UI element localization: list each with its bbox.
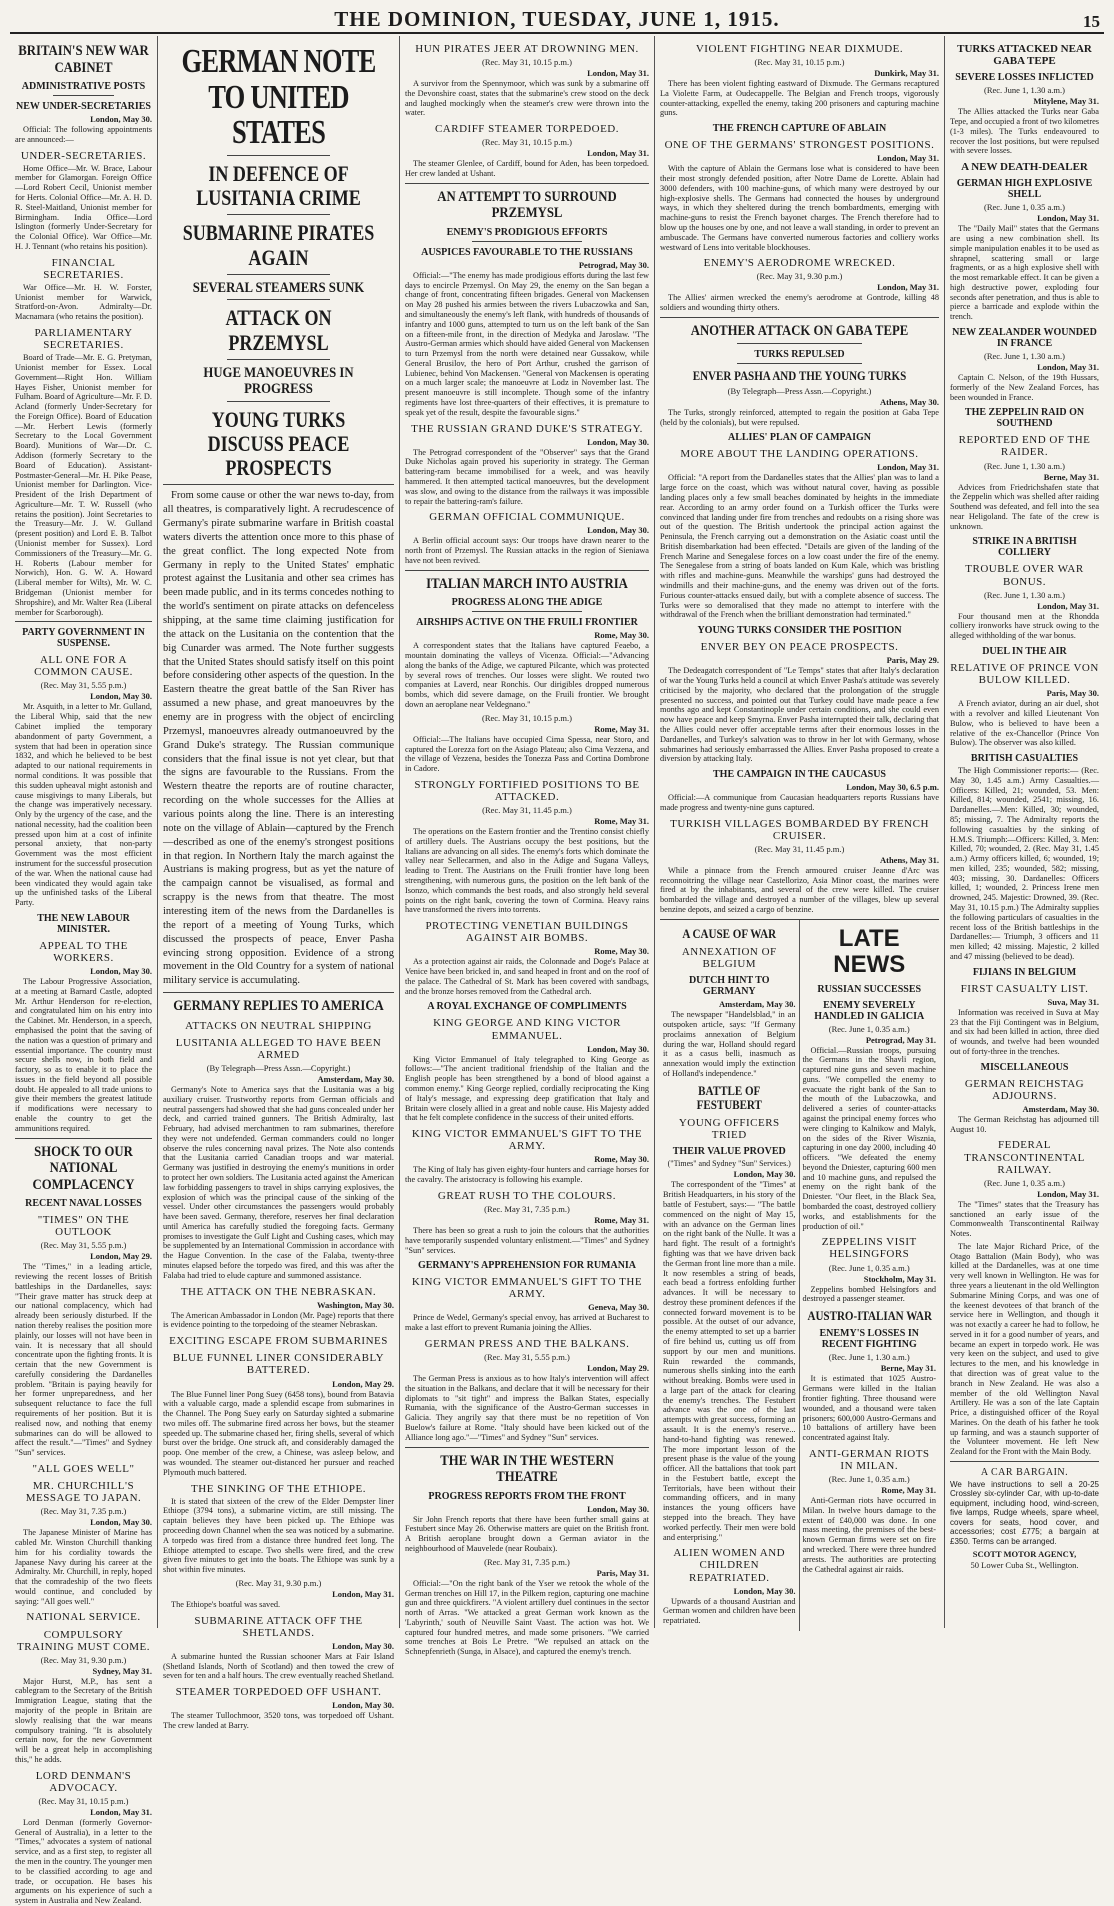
article-text: Official.—Russian troops, pursuing the Germans in the Shavli region, captured nine guns and seven machine guns. "We compelled the enemy to evacuate the right bank of the San to the mouth of the Lubaczowka, and delivered a series of counter-attacks against the principal enemy forces who were clinging to Kalnikow and Malyk, on the sides of the River Wisznia, capturing in one day 2000, including 40 officers. "We defeated the enemy beyond the Dniester, capturing 600 men and 10 machine guns, and repulsed the enemy on the right bank of the Dniester. "Our fleet, in the Black Sea, bombarded the coast, destroyed colliery works, and establishments for the production of oil." — [802, 1045, 936, 1231]
dateline: London, May 31. — [1037, 600, 1099, 611]
article-text: While a pinnace from the French armoured cruiser Jeanne d'Arc was reconnoitring the village near Castellorizo, Asia Minor coast, the marines were fired at by the inhabitants, and several of the crew were killed. The cruiser bombarded the village and destroyed a number of the villages, blew up several benzine depots, and seized a cargo of benzine. — [660, 865, 939, 914]
subheading: ENEMY'S AERODROME WRECKED. — [703, 257, 896, 270]
subheading: PARTY GOVERNMENT IN SUSPENSE. — [22, 627, 145, 650]
subheading: FIRST CASUALTY LIST. — [960, 982, 1089, 995]
subheading: THE FRENCH CAPTURE OF ABLAIN — [712, 123, 887, 135]
subheading: DUTCH HINT TO GERMANY — [688, 975, 770, 998]
subheading: GERMAN PRESS AND THE BALKANS. — [424, 1338, 630, 1351]
subheading: APPEAL TO THE WORKERS. — [39, 939, 128, 964]
subheading: EXCITING ESCAPE FROM SUBMARINES — [169, 1335, 388, 1348]
column-5 — [945, 36, 1104, 1628]
subheading: FEDERAL TRANSCONTINENTAL RAILWAY. — [964, 1139, 1085, 1176]
subheading: LORD DENMAN'S ADVOCACY. — [35, 1769, 132, 1794]
dateline: Petrograd, May 31. — [865, 1034, 936, 1045]
dateline: London, May 30. — [587, 525, 649, 536]
advert-text: We have instructions to sell a 20-25 Crossley six-cylinder Car, with up-to-date equipment, including hood, wind-screen, five lamps, Rudge wheels, spare wheel, covers for seats, hood cover, and accessories; cost £775; a bargain at £350. Terms can be arranged. — [950, 1480, 1099, 1546]
dateline: London, May 29. — [90, 1251, 152, 1262]
dateline: London, May 31. — [877, 153, 939, 164]
dateline: Paris, May 30. — [1046, 688, 1099, 699]
subheading: GERMANY'S APPREHENSION FOR RUMANIA — [417, 1260, 637, 1272]
article-text: A submarine hunted the Russian schooner Mars at Fair Island (Shetland Islands, North of Scotland) and then towed the crew of seven for ten and a half hours. The crew eventually reached Shetland. — [163, 1651, 394, 1681]
subheading: ALIEN WOMEN AND CHILDREN REPATRIATED. — [673, 1547, 786, 1584]
dateline: Berne, May 31. — [880, 1363, 936, 1374]
subheading: KING VICTOR EMMANUEL'S GIFT TO THE ARMY. — [411, 1276, 643, 1301]
article-text: A correspondent states that the Italians have captured Feaebo, a mountain dominating the valleys of Vicenza. Official:—"Advancing along the banks of the Adige, we captured Pilcante, which was protected by several rows of trenches. Our losses were slight. We routed two companies at Laverd, near Ronchis. Our dirigibles dropped numerous bombs, which did severe damage, on the Fruili frontier. We brought down an aeroplane near Veldegnano." — [405, 641, 649, 709]
column-1 — [10, 36, 158, 1906]
dateline: London, May 31. — [90, 1806, 152, 1817]
article-text: Board of Trade—Mr. E. G. Pretyman, Unionist member for Essex. Local Government—Right Hon. William Hayes Fisher, Unionist member for Fulham. Board of Agriculture—Mr. F. D. Acland (formerly Under-Secretary for the Foreign Office). Board of Education—Mr. Herbert Lewis (formerly Secretary to the Local Government Board). Munitions of War—Dr. C. Addison (formerly Secretary to the Board of Education). Assistant-Postmaster-General—Mr. H. Pike Pease, Unionist member for Darlington. Vice-President of the Irish Department of Agriculture—Mr. T. W. Russell (who retains the position). Joint Secretaries to the Treasury—Mr. J. W. Gulland (present position) and Lord E. B. Talbot (Unionist member for Sussex). Lord Commissioners of the Treasury—Mr. G. H. Roberts (Labour member for Norwich), Hon. G. W. A. Howard (Liberal member for Wilts), Mr. W. C. Bridgeman (Unionist member for Shropshire), and Mr. Walter Rea (Liberal member for Scarborough). — [15, 353, 152, 617]
subheading: FINANCIAL SECRETARIES. — [43, 256, 124, 281]
late-news-banner: LATE NEWS — [833, 924, 906, 979]
headline: AUSTRO-ITALIAN WAR — [806, 1308, 932, 1324]
article-text: Official: "A report from the Dardanelles states that the Allies' plan was to land a large force on the coast, which was without natural cover, having as possible landing places only a few small beaches dominated by heights in the immediate rear. According to an army order found on a Turkish officer the Turks were convinced that landing under fire from trenches and redoubts on a rising shore was out of the question. The British undertook the principal action against the Peninsula, the French carrying out a demonstration on the Asiatic coast until the British disembarkation had been effected. "Details are given of the landing of the French Marine and Senegalese forces on a low coast under the fire of the enemy. The Senegalese from a string of boats landed on Kum Kale, which was bristling with rifles and machine-guns. Meanwhile the warships' guns had destroyed the windmills and their machine-guns, and the enemy was driven out of the forts. Furious counter-attacks ensued daily, but with a complete absence of success. The Turks were so demoralised that they made no attempt to interfere with the withdrawal of the French when the brilliant demonstration had terminated." — [660, 473, 939, 620]
subheading: ENEMY'S LOSSES IN RECENT FIGHTING — [819, 1328, 919, 1351]
article-text: Official:—A communique from Caucasian headquarters reports Russians have made progress and twenty-nine guns captured. — [660, 793, 939, 812]
article-text: Mr. Asquith, in a letter to Mr. Gulland, the Liberal Whip, said that the new Cabinet implied the temporary abandonment of party Government, a system that had been in operation since 1832, and which he believed to be best adapted to our national requirements in normal conditions. It was possible that this sudden upheaval might astonish and cause misgivings to many Liberals, but the change was imperatively necessary. Only by the urgency of the case, and the national necessity, had the coalition been pressed upon him at a cost of infinite personal anxiety, that non-party Government was the most efficient instrument for the successful prosecution of the war. When the national cause had been vindicated they would again take up the unfinished tasks of the Liberal Party. — [15, 702, 152, 908]
cause-of-war-column — [660, 920, 800, 1631]
article-text: The operations on the Eastern frontier and the Trentino consist chiefly of artillery duels. The Austrians occupy the best positions, but the Italians are advancing on all sides. The enemy's forts which dominate the valley near Sellecarmen, and also in the Adige and Sugana Valleys, leading to Trent. The Austrians on the Fruili frontier have long been strengthening, with numerous guns, the position on the left bank of the Isonzo, which commands the best roads, and also strongly held several points on the right bank, covering the town of Cormina. Heavy rains have transformed the rivers into torrents. — [405, 827, 649, 915]
dateline: Rome, May 31. — [594, 1214, 649, 1225]
received-time: (Rec. June 1, 1.30 a.m.) — [984, 351, 1065, 361]
headline: BRITISH CASUALTIES — [970, 753, 1079, 765]
column-2 — [158, 36, 400, 1731]
subheading: "TIMES" ON THE OUTLOOK — [37, 1214, 130, 1239]
dateline: London, May 30. — [332, 1700, 394, 1711]
headline: ITALIAN MARCH INTO AUSTRIA — [426, 575, 628, 592]
subheading: THE SINKING OF THE ETHIOPE. — [191, 1482, 366, 1495]
subheading: GERMAN OFFICIAL COMMUNIQUE. — [429, 511, 625, 524]
article-text: The Dedeagatch correspondent of "Le Temps" states that after Italy's declaration of war the Young Turks held a council at which Enver Pasha's attitude was severely criticised by the majority, who declared that the prolongation of the struggle presented no success, and pointed out that Turkey could have made peace a few months ago and kept Constantinople under certain conditions, and she could even now have peace and keep Smyrna. Enver Pasha interrupted their talk, declaring that the Allies could never offer acceptable terms after their enormous losses in the Dardanelles, and Turkey's salvation was to throw in her lot with Germany, whose submarines had seriously embarrassed the Allies. Enver Pasha proposed to create a diversion by attacking Italy. — [660, 666, 939, 764]
subheading: PROTECTING VENETIAN BUILDINGS AGAINST AIR BOMBS. — [425, 920, 629, 945]
subheading: NATIONAL SERVICE. — [26, 1611, 141, 1624]
article-text: The Petrograd correspondent of the "Observer" says that the Grand Duke Nicholas again proved his superiority in strategy. The German battering-ram became immobilised for a week, and was heavily hammered. It then attempted tactical manoeuvres, but the development was slow, and owing to the distance from the railways it was impossible to repair the battering-ram's failure. — [405, 447, 649, 506]
received-time: (Rec. June 1, 0.35 a.m.) — [984, 1177, 1065, 1188]
received-time: (Rec. May 31, 5.55 p.m.) — [40, 680, 127, 691]
dateline: London, May 30. — [90, 114, 152, 124]
dateline: London, May 31. — [1037, 213, 1099, 224]
received-time: (Rec. May 31, 7.35 p.m.) — [484, 1203, 570, 1214]
dateline: London, May 30. — [733, 1585, 796, 1596]
dateline: Berne, May 31. — [1043, 471, 1099, 482]
subheading: RUSSIAN SUCCESSES — [817, 983, 922, 995]
dateline: Rome, May 31. — [881, 1485, 936, 1496]
dateline: London, May 30. — [90, 691, 152, 702]
subheading: THE ATTACK ON THE NEBRASKAN. — [180, 1285, 377, 1298]
dateline: Amsterdam, May 30. — [317, 1073, 394, 1084]
headline: SUBMARINE PIRATES AGAIN — [182, 220, 375, 270]
article-text: The American Ambassador in London (Mr. Page) reports that there is evidence pointing to the torpedoing of the steamer Nebraskan. — [163, 1310, 394, 1330]
subheading: AIRSHIPS ACTIVE ON THE FRUILI FRONTIER — [416, 617, 638, 629]
headline: A CAUSE OF WAR — [682, 925, 777, 941]
headline: IN DEFENCE OF LUSITANIA CRIME — [196, 161, 361, 211]
subheading: SEVERE LOSSES INFLICTED — [955, 72, 1094, 84]
subheading: PARLIAMENTARY SECRETARIES. — [34, 327, 133, 352]
article-text: The Allies' airmen wrecked the enemy's aerodrome at Gontrode, killing 48 soldiers and wounding thirty others. — [660, 293, 939, 313]
subheading: PROGRESS ALONG THE ADIGE — [451, 597, 603, 609]
dateline: Petrograd, May 30. — [578, 259, 649, 270]
subheading: YOUNG OFFICERS TRIED — [678, 1117, 780, 1142]
dateline: London, May 29. — [587, 1363, 649, 1374]
article-text: A Berlin official account says: Our troops have drawn nearer to the north front of Przemysl. The Russian attacks in the region of Sieniawa have not been revived. — [405, 536, 649, 566]
subheading: "ALL GOES WELL" — [32, 1462, 135, 1475]
subheading: HUN PIRATES JEER AT DROWNING MEN. — [415, 43, 639, 55]
dateline: London, May 31. — [1037, 362, 1099, 372]
received-time: (Rec. May 31, 7.35 p.m.) — [484, 1556, 570, 1567]
byline: (By Telegraph—Press Assn.—Copyright.) — [727, 385, 872, 396]
article-text: Four thousand men at the Rhondda colliery ironworks have struck owing to the alleged withholding of the war bonus. — [950, 611, 1099, 641]
received-time: (Rec. June 1, 1.30 a.m.) — [984, 589, 1065, 600]
article-text: The newspaper "Handelsblad," in an outspoken article, says: "If Germany proclaims annexation of Belgium during the war, Holland should regard it as a casus belli, inasmuch as annexation would imply the extinction of Holland's independence." — [663, 1010, 796, 1078]
received-time: (Rec. May 31, 9.30 p.m.) — [235, 1577, 322, 1588]
subheading: THE RUSSIAN GRAND DUKE'S STRATEGY. — [411, 422, 643, 435]
subheading: KING GEORGE AND KING VICTOR EMMANUEL. — [433, 1017, 621, 1042]
subheading: RECENT NAVAL LOSSES — [25, 1198, 142, 1210]
dateline: Rome, May 30. — [594, 946, 649, 957]
late-news-section — [660, 919, 939, 1631]
article-text: The German Reichstag has adjourned till August 10. — [950, 1114, 1099, 1134]
article-text: Sir John French reports that there have been further small gains at Festubert since May 26. Otherwise matters are quiet on the British front. A British aeroplane brought down a German aviator in the neighbourhood of Mauvelede (near Roubaix). — [405, 1514, 649, 1553]
article-text: With the capture of Ablain the Germans lose what is considered to have been their most strongly defended position, after Notre Dame de Lorette. Ablain had 3000 defenders, with 100 machine-guns, of which many were destroyed by our high-explosive shells. The Germans had connected the houses by underground ways, in which they sheltered during the trench bombardments, emerging with machine-guns to resist the French bayonet charges. The French therefore had to blow up the houses one by one, and not leave a wall standing, in order to prevent an ambuscade. The Germans have converted numerous factories and colliery works westward of Lens into veritable blockhouses. — [660, 164, 939, 252]
headline: BRITAIN'S NEW WAR CABINET — [18, 43, 149, 76]
dateline: London, May 30. — [332, 1640, 394, 1651]
dateline: Sydney, May 31. — [92, 1665, 152, 1676]
headline: GERMAN NOTE TO UNITED STATES — [181, 43, 376, 152]
received-time: (Rec. May 31, 10.15 p.m.) — [754, 57, 845, 68]
received-time: (Rec. May 31, 11.45 p.m.) — [482, 805, 572, 816]
article-text: The correspondent of the "Times" at British Headquarters, in his story of the battle of Festubert, says:— "The battle commenced on the night of May 15, with an advance on the German lines on the right bank of the Nulle. It was a hard fight. The result of a fortnight's fighting was that we have driven back the German front line more than a mile. It now resembles a string of beads, each bead a fortress enfolding further advances. It will be necessary to destroy these prominent defences if the connected forward movement is to be possible. At the outset of our advance, the enemy attempted to set up a barrier of fire behind us, cutting us off from support by our men and munitions. Ruin rewarded the commands, numerous shells sinking into the earth without breaking. Bombs were used in a large part of the attack for clearing the enemy's trenches. The Festubert advance was the one of the last attempts with great success, forming an assault. It is the enemy's reserve... hand-to-hand fighting was renewed. The more important lesson of the present phase is the value of the young officer. All the battalions that took part in the Festubert battle, except the Territorials, have been without their commanding officers, and in many instances the young officers have stepped into the breach. They have worked perfectly. Their men were bold and enterprising." — [663, 1180, 796, 1542]
article-text: The Turks, strongly reinforced, attempted to regain the position at Gaba Tepe (held by the colonials), but were repulsed. — [660, 407, 939, 427]
dateline: Athens, May 31. — [879, 854, 939, 865]
headline: SHOCK TO OUR NATIONAL COMPLACENCY — [32, 1143, 135, 1193]
headline: MISCELLANEOUS — [980, 1061, 1069, 1073]
headline: GERMANY REPLIES TO AMERICA — [173, 998, 384, 1015]
headline: THE WAR IN THE WESTERN THEATRE — [440, 1452, 614, 1486]
subheading: ONE OF THE GERMANS' STRONGEST POSITIONS. — [664, 139, 935, 152]
article-text: Captain C. Nelson, of the 19th Hussars, formerly of the New Zealand Forces, has been wounded in France. — [950, 373, 1099, 402]
received-time: (Rec. May 31, 11.45 p.m.) — [754, 843, 845, 854]
dateline: Rome, May 30. — [594, 1154, 649, 1165]
subheading: TROUBLE OVER WAR BONUS. — [965, 563, 1084, 588]
headline: AN ATTEMPT TO SURROUND PRZEMYSL — [437, 188, 617, 222]
subheading: BLUE FUNNEL LINER CONSIDERABLY BATTERED. — [172, 1352, 385, 1377]
dateline: London, May 30. — [90, 966, 152, 977]
article-text: There has been violent fighting eastward of Dixmude. The Germans recaptured La Violette Farm, at Oudecappelle. The Belgian and French troops, vigorously counter-attacking, expelled the enemy, taking 200 prisoners and capturing machine guns. — [660, 79, 939, 118]
subheading: ENEMY'S PRODIGIOUS EFFORTS — [446, 226, 608, 238]
article-text: A survivor from the Spennymoor, which was sunk by a submarine off the Devonshire coast, states that the submarine's crew stood on the deck and laughed mockingly when the steamer's crew were thrown into the water. — [405, 79, 649, 118]
subheading: COMPULSORY TRAINING MUST COME. — [16, 1628, 151, 1653]
article-text: The Ethiope's boatful was saved. — [171, 1599, 281, 1609]
article-text: Germany's Note to America says that the Lusitania was a big auxiliary cruiser. Trustworthy reports from German officials and neutral passengers had showed that she had guns concealed under her deck, and carried trained gunners. The British Admiralty, last February, had advised merchantmen to ram submarines, therefore they were not undefended. German commanders could no longer observe the rules concerning naval prizes. The Note also contends that the Lusitania carried Canadian troops and war material. Germany was justified in destroying the enemy's munitions in order to protect her own soldiers. The Lusitania acted against the American law forbidding passengers to travel in ships carrying explosives, the explosion of which was the principal cause of the sinking of the vessel. Under other circumstances the passengers would probably have been saved. Germany, therefore, reserves her final declaration until America has carefully studied the foregoing facts. Germany promises to investigate the Gulf Light and Cushing cases, which may be supplemented by an International Commission in accordance with the Hague Convention. In the case of the Falaba, twenty-three minutes elapsed before the torpedo was fired, and this was after the Falaba had tried to elude capture and summoned assistance. — [163, 1084, 394, 1280]
subheading: SUBMARINE ATTACK OFF THE SHETLANDS. — [194, 1614, 363, 1639]
article-text: Information was received in Suva at May 23 that the Fiji Contingent was in Belgium, and six had been killed in action, three died of wounds, and twelve had been wounded out of forty-three in the trenches. — [950, 1007, 1099, 1056]
column-4 — [655, 36, 945, 1628]
advertiser-name: SCOTT MOTOR AGENCY, — [972, 1549, 1077, 1560]
dateline: London, May 30, 6.5 p.m. — [846, 782, 939, 793]
subheading: LUSITANIA ALLEGED TO HAVE BEEN ARMED — [175, 1036, 382, 1061]
subheading: ATTACKS ON NEUTRAL SHIPPING — [185, 1019, 372, 1032]
article-text: King Victor Emmanuel of Italy telegraphed to King George as follows:—"The ancient traditional friendship of the Italian and the English people has been strengthened by a bond of blood against a common enemy." King George replied, cordially reciprocating the King of Italy's message, and expressing deep gratification that Italy and Britain were closely allied in a great and noble cause. His Majesty added that he felt complete confidence in the success of their united efforts. — [405, 1054, 649, 1123]
dateline: Stockholm, May 31. — [863, 1273, 936, 1284]
article-text: Upwards of a thousand Austrian and German women and children have been repatriated. — [663, 1596, 796, 1626]
article-text: The Blue Funnel liner Pong Suey (6458 tons), bound from Batavia with a valuable cargo, made a splendid escape from submarines in the Channel. The Pong Suey early on Saturday sighted a submarine two miles off. The submarine fired across her bows, but the steamer speeded up. The submarine chased her, firing shells, several of which burst over the bridge. One struck aft, and considerably damaged the poop. One member of the crew, a Chinese, was asleep below, and was wounded. The steamer out-distanced her pursuer and reached Plymouth much battered. — [163, 1389, 394, 1477]
article-text: Lord Denman (formerly Governor-General of Australia), in a letter to the "Times," advocates a system of national service, and as a first step, to register all the men in the country. The younger men to be classified according to age and trade, or occupation. He bases his arguments on his experience of such a system in Australia and New Zealand. — [15, 1817, 152, 1906]
page-number: 15 — [1083, 12, 1100, 31]
subheading: ZEPPELINS VISIT HELSINGFORS — [821, 1236, 917, 1261]
dateline: London, May 30. — [587, 436, 649, 447]
subheading: NEW UNDER-SECRETARIES — [16, 101, 151, 112]
subheading: THE CAMPAIGN IN THE CAUCASUS — [713, 769, 886, 781]
summary-text: From some cause or other the war news to-day, from all theatres, is comparatively light. A recrudescence of Germany's pirate submarine warfare in British coastal waters diverts the attention once more to this phase of the great conflict. The long expected Note from Germany in reply to the United States' emphatic protest against the Lusitania and other sea crimes has been made public, and in its terms concedes nothing to the world's sentiment on pirate attacks on defenceless shipping, at the same time claiming justification for the attack on the Lusitania on the contention that the big Cunarder was armed. The Note further suggests that the United States should satisfy itself on this point before considering other aspects of the question. In the Eastern theatre the great battle of the San River has assumed a new phase, and great manoeuvres by the enemy are in progress with the object of encircling Przemysl, manoeuvres already outmanoeuvred by the Grand Duke's strategy. The Russian communique considers that the final issue is not yet clear, but that the signs are favourable to the Russians. From the Western theatre the reports are of routine character, recording on the whole successes for the Allies at various points along the line. There is an interesting note on the village of Ablain—captured by the French—described as one of the enemy's strongest positions in that region. In Northern Italy the march against the Austrians is making progress, but as yet the nature of the campaign cannot be visualised, as formal and scrappy is the news from that theatre. The most interesting item of the news from the Dardanelles is the report of a meeting of Young Turks, which discussed the prospects of peace, Enver Pasha evincing strong opposition. Evidence of a strong movement in the Old Country for a system of national military service is accumulating. — [163, 490, 394, 987]
dateline: London, May 30. — [587, 1503, 649, 1514]
article-text: The King of Italy has given eighty-four hunters and carriage horses for the cavalry. The aristocracy is following his example. — [405, 1165, 649, 1185]
dateline: Paris, May 31. — [596, 1567, 649, 1578]
headline: STRIKE IN A BRITISH COLLIERY — [972, 536, 1077, 559]
subheading: GERMAN HIGH EXPLOSIVE SHELL — [956, 178, 1093, 201]
subheading: MR. CHURCHILL'S MESSAGE TO JAPAN. — [25, 1479, 142, 1505]
subheading: PROGRESS REPORTS FROM THE FRONT — [428, 1490, 626, 1502]
dateline: Suva, May 31. — [1047, 996, 1099, 1007]
article-text: Official:—The Italians have occupied Cima Spessa, near Storo, and captured the Lorezza fort on the Asiago Plateau; also Cima Vezzena, and the village of Vezzena, besides the Tonezza Pass and Cortina Dombrone in Cadore. — [405, 734, 649, 774]
subheading: UNDER-SECRETARIES. — [20, 149, 147, 162]
dateline: Rome, May 30. — [594, 630, 649, 641]
subheading: RELATIVE OF PRINCE VON BULOW KILLED. — [950, 661, 1099, 687]
subheading: ANTI-GERMAN RIOTS IN MILAN. — [808, 1447, 930, 1472]
article-text: It is stated that sixteen of the crew of the Elder Dempster liner Ethiope (3794 tons), a submarine victim, are still missing. The captain believes they have been picked up. The Ethiope was proceeding down Channel when the sea was noticed by a submarine. A torpedo was fired from a distance three hundred feet long. The Ethiope attempted to escape. Two shells were fired, and the crew given five minutes to get into the boats. The Ethiope was sunk by a shot within five minutes. — [163, 1496, 394, 1575]
subheading: AUSPICES FAVOURABLE TO THE RUSSIANS — [421, 246, 633, 258]
advert-title: A CAR BARGAIN. — [980, 1467, 1069, 1479]
article-text: War Office—Mr. H. W. Forster, Unionist member for Warwick, Stratford-on-Avon. Admiralty—Dr. Macnamara (who retains the position). — [15, 282, 152, 322]
subheading: TURKISH VILLAGES BOMBARDED BY FRENCH CRUISER. — [670, 817, 929, 842]
subheading: CARDIFF STEAMER TORPEDOED. — [434, 123, 620, 136]
dateline: London, May 31. — [587, 148, 649, 159]
subheading: THEIR VALUE PROVED — [672, 1146, 786, 1158]
received-time: (Rec. June 1, 0.35 a.m.) — [984, 202, 1065, 213]
article-text: It is estimated that 1025 Austro-Germans were killed in the Italian frontier fighting. Three thousand were wounded, and a thousand were taken prisoners; 600,000 Austro-Germans and 10 battalions of artillery have been concentrated against Italy. — [802, 1374, 936, 1443]
dateline: London, May 31. — [332, 1588, 394, 1599]
byline: (By Telegraph—Press Assn.—Copyright.) — [206, 1062, 351, 1073]
dateline: London, May 31. — [1037, 1188, 1099, 1199]
headline: ATTACK ON PRZEMYSL — [225, 305, 332, 355]
article-text: The steamer Tullochmoor, 3520 tons, was torpedoed off Ushant. The crew landed at Barry. — [163, 1711, 394, 1731]
received-time: (Rec. June 1, 0.35 a.m.) — [828, 1023, 910, 1034]
article-text: The Japanese Minister of Marine has cabled Mr. Winston Churchill thanking him for his cordiality towards the Japanese Navy during his career at the Admiralty. Mr. Churchill, in reply, hoped that the comradeship of the two fleets would continue, and concluded by saying: "All goes well." — [15, 1528, 152, 1606]
dateline: Paris, May 29. — [886, 655, 939, 666]
dateline: London, May 30. — [733, 1169, 796, 1180]
headline: THE ZEPPELIN RAID ON SOUTHEND — [964, 407, 1085, 430]
subheading: KING VICTOR EMMANUEL'S GIFT TO THE ARMY. — [411, 1128, 643, 1153]
article-text: Official:—"The enemy has made prodigious efforts during the last few days to encircle Przemysl. On May 29, the enemy on the San began a change of front, concentrating fifteen brigades. General von Mackensen on May 28 pushed his armies between the rivers Lubaczowka and San, and simultaneously the enemy's left flank, with hundreds of thousands of infantry and 1000 guns, attempted to turn us on the left bank of the San on a fifteen-mile front, in the direction of Medyka and Jaroslaw. "The Austro-German armies which should have aided General von Mackensen to turn Przemysl from the north were detained near Gussakow, while General Brusilov, the hero of Port Arthur, crushed the garrison of Lubienec, behind Von Mackensen. "General von Mackensen is operating on a much larger scale; the manoeuvre at Lodz in November last. The present manoeuvre is still incomplete. Though some of the infantry regiments have lost three-quarters of their effectives, it is premature to speak yet of the result, despite the favourable signs." — [405, 270, 649, 417]
article-text: Prince de Wedel, Germany's special envoy, has arrived at Bucharest to make a last effort to prevent Rumania joining the Allies. — [405, 1313, 649, 1333]
headline: BATTLE OF FESTUBERT — [696, 1082, 762, 1112]
article-text: Official:—"On the right bank of the Yser we retook the whole of the German trenches on Hill 17, in the Pilkem region, capturing one machine gun and three quickfirers. "A violent artillery duel continues in the sector north of Arras. "We attacked a great German work known as the 'Labyrinth,' south of Neuville Saint Vaast. The action was hot. We captured four hundred metres, and made some prisoners. "We carried some trenches at Bois Le Pretre. "We repulsed an attack on the Schnepfenrieth (Sunga, in Alsace), and captured the enemy's trench. — [405, 1578, 649, 1657]
headline: FIJIANS IN BELGIUM — [972, 966, 1077, 978]
subheading: TURKS REPULSED — [754, 348, 845, 360]
dateline: Rome, May 31. — [594, 816, 649, 827]
article-text: Official: The following appointments are announced:— — [15, 125, 152, 144]
headline: NEW ZEALANDER WOUNDED IN FRANCE — [952, 327, 1097, 349]
subheading: ANNEXATION OF BELGIUM — [681, 946, 777, 971]
received-time: (Rec. May 31, 9.30 p.m.) — [40, 1654, 127, 1665]
newspaper-title: THE DOMINION, TUESDAY, JUNE 1, 1915. — [334, 7, 780, 31]
article-text: The "Daily Mail" states that the Germans are using a new combination shell. Its simple manipulation enables it to be used as shrapnel, scattering small or large fragments, or as a high explosive shell with the most remarkable effect. It can be given a high destructive power, exploding four seconds after penetration, and thus is able to pierce a barricade and explode within the trench. — [950, 224, 1099, 322]
byline: ("Times" and Sydney "Sun" Services.) — [667, 1159, 791, 1169]
headline: A NEW DEATH-DEALER — [961, 161, 1088, 174]
received-time: (Rec. June 1, 1.30 a.m.) — [984, 460, 1065, 471]
article-text: A French aviator, during an air duel, shot with a revolver and killed Lieutenant Von Bulow, who is believed to have been a relative of the ex-Chancellor (Prince Von Bulow). The observer was also killed. — [950, 699, 1099, 748]
subheading: ALL ONE FOR A COMMON CAUSE. — [34, 654, 133, 679]
masthead — [10, 6, 1104, 34]
subheading: STEAMER TORPEDOED OFF USHANT. — [175, 1686, 382, 1699]
received-time: (Rec. May 31, 10.15 p.m.) — [38, 1795, 129, 1806]
subheading: YOUNG TURKS CONSIDER THE POSITION — [697, 625, 902, 637]
subheading: REPORTED END OF THE RAIDER. — [958, 434, 1091, 459]
subheading: MORE ABOUT THE LANDING OPERATIONS. — [680, 448, 919, 461]
subheading: VIOLENT FIGHTING NEAR DIXMUDE. — [695, 43, 904, 55]
article-text: The Labour Progressive Association, at a meeting at Barnard Castle, adopted Mr. Arthur Henderson for re-election, and congratulated him on his entry into the Cabinet. Mr. Henderson, in a speech, emphasised the point that the saving of the nation was a question of primary and essential importance. The country must secure shells now, in both field and factory, so as to enable it to place the issues in the field beyond all possible doubt. He appealed to all trade unions to give their members the greatest latitude if modifications were necessary to enable the country to get the ammunitions required. — [15, 977, 152, 1133]
article-text: Home Office—Mr. W. Brace, Labour member for Glamorgan. Foreign Office—Lord Robert Cecil, Unionist member for Herts. Colonial Office—Mr. A. H. D. R. Steel-Maitland, Unionist member for Birmingham. India Office—Lord Islington (formerly Under-Secretary for the Colonial Office). War Office—Mr. H. J. Tennant (who retains his position). — [15, 163, 152, 251]
dateline: Washington, May 30. — [317, 1299, 394, 1310]
received-time: (Rec. May 31, 9.30 p.m.) — [756, 271, 843, 282]
headline: TURKS ATTACKED NEAR GABA TEPE — [957, 43, 1092, 68]
received-time: (Rec. May 31, 10.15 p.m.) — [482, 712, 572, 723]
advertiser-address: 50 Lower Cuba St., Wellington. — [970, 1560, 1079, 1571]
received-time: (Rec. June 1, 1.30 a.m.) — [984, 85, 1065, 96]
article-text: As a protection against air raids, the Colonnade and Doge's Palace at Venice have been bricked in, and sand heaped in front and on the roof of the palace. The Cathedral of St. Mark has been covered with sandbags, and the bronze horses removed from the Cathedral arch. — [405, 957, 649, 996]
subheading: A ROYAL EXCHANGE OF COMPLIMENTS — [427, 1001, 627, 1013]
dateline: Dunkirk, May 31. — [874, 68, 939, 79]
received-time: (Rec. June 1, 1.30 a.m.) — [828, 1352, 910, 1363]
headline: DUEL IN THE AIR — [982, 645, 1067, 657]
article-text: The Allies attacked the Turks near Gaba Tepe, and occupied a front of two kilometres (1-3 miles). The Turks endeavoured to recover the lost positions, but were repulsed with severe losses. — [950, 107, 1099, 156]
received-time: (Rec. May 31, 5.55 p.m.) — [484, 1352, 570, 1363]
headline: HUGE MANOEUVRES IN PROGRESS — [203, 364, 354, 398]
received-time: (Rec. May 31, 7.35 p.m.) — [40, 1506, 127, 1517]
headline: YOUNG TURKS DISCUSS PEACE PROSPECTS — [207, 406, 350, 481]
dateline: Rome, May 31. — [594, 723, 649, 734]
article-text: Zeppelins bombed Helsingfors and destroyed a passenger steamer. — [802, 1284, 936, 1304]
dateline: London, May 31. — [587, 68, 649, 79]
received-time: (Rec. June 1, 0.35 a.m.) — [828, 1262, 910, 1273]
dateline: London, May 31. — [877, 462, 939, 473]
article-text: Anti-German riots have occurred in Milan. In twelve hours damage to the extent of £40,000 was done. In one mass meeting, the premises of the best-known German firms were set on fire and wrecked. There were three hundred arrests. The authorities are protecting the Cathedral against air raids. — [802, 1496, 936, 1574]
article-text: There has been so great a rush to join the colours that the authorities have temporarily suspended voluntary enlistment.—"Times" and Sydney "Sun" services. — [405, 1225, 649, 1255]
late-news-column — [800, 920, 940, 1631]
dateline: Amsterdam, May 30. — [719, 999, 796, 1010]
received-time: (Rec. May 31, 10.15 p.m.) — [482, 137, 572, 148]
article-text: The steamer Glenlee, of Cardiff, bound for Aden, has been torpedoed. Her crew landed at Ushant. — [405, 159, 649, 179]
article-text: The late Major Richard Price, of the Otago Battalion (Main Body), who was killed at the Dardanelles, was at one time very well known in Wellington. He was for three years a lieutenant in the old Wellington Submarine Mining Corps, and was one of the keenest devotees of that branch of the service here in Wellington, and though it was not exactly a career he had to follow, he served in it for a good number of years, and became an expert in torpedo work. He was very keen on the subject, and used to give lectures to the men, and his knowledge in that direction was of great value to the branch in New Zealand. He was also a member of the old Wellington Naval Artillery. He was a son of the late Captain Price, a distinguished officer of the Royal Marines. On the death of his father he took up farming, and was a staunch supporter of the Volunteer movement. He left New Zealand for the Front with the Main Body. — [950, 1241, 1099, 1457]
dateline: Athens, May 30. — [879, 396, 939, 407]
dateline: Geneva, May 30. — [588, 1302, 649, 1313]
received-time: (Rec. May 31, 10.15 p.m.) — [482, 57, 572, 68]
dateline: Mitylene, May 31. — [1033, 96, 1099, 107]
article-text: Advices from Friedrichshafen state that the Zeppelin which was shelled after raiding Southend was defeated, and fell into the sea near Heligoland. The fate of the crew is unknown. — [950, 482, 1099, 531]
dateline: London, May 31. — [877, 282, 939, 293]
headline: SEVERAL STEAMERS SUNK — [192, 279, 365, 296]
subheading: ADMINISTRATIVE POSTS — [21, 81, 146, 92]
dateline: London, May 29. — [332, 1378, 394, 1389]
dateline: London, May 30. — [587, 1043, 649, 1054]
received-time: (Rec. May 31, 5.55 p.m.) — [40, 1240, 127, 1251]
article-text: Major Hurst, M.P., has sent a cablegram to the Secretary of the British Immigration League, stating that the majority of the people in Britain are slowly realising that the war means compulsory training. "It is absolutely certain now, for the new Government will be a great help in accomplishing this," he adds. — [15, 1676, 152, 1764]
article-text: The "Times" states that the Treasury has sanctioned an early issue of the Commonwealth Transcontinental Railway Notes. — [950, 1199, 1099, 1239]
dateline: London, May 30. — [90, 1517, 152, 1528]
article-text: The "Times," in a leading article, reviewing the recent losses of British battleships in the Dardanelles, says: "Their grave matter has struck deep at our national complacency, which had already been seriously disturbed. If the nation thereby realises the position more plainly, our losses will not have been in vain. It is necessary that all should concentrate upon the fighting fronts. It is certain that the new Government is carefully considering the Dardanelles problem. "Britain is paying heavily for her former unpreparedness, and her subsequent reluctance to face the full requirements of her position. But it is realised now, and nothing that enemy submarines can do will be allowed to affect the result."—"Times" and Sydney "Sun" services. — [15, 1262, 152, 1458]
subheading: STRONGLY FORTIFIED POSITIONS TO BE ATTACKED. — [414, 778, 640, 803]
casualty-list: The High Commissioner reports:— (Rec. May 30, 1.45 a.m.) Army Casualties.—Officers: Killed, 21; wounded, 53. Men: Killed, 814; wounded, 2541; missing, 16. Dardanelles.—Men: Killed, 30; wounded, 85; missing, 7. The Admiralty reports the following casualties by the sinking of H.M.S. Triumph:—Officers: Killed, 3. Men: Killed, 70; wounded, 2. (Rec. May 31, 1.45 a.m.) Army officers killed, 6; wounded, 19; men killed, 235; wounded, 582; missing, 403; missing, 30. Dardanelles: Officers killed, 1; wounded, 2. Princess Irene men drowned, 245. Majestic: Drowned, 39. (Rec. May 31, 10.15 p.m.) The Admiralty supplies the following particulars of casualties in the recent loss of the British battleships in the Dardanelles:— Triumph, 3 officers and 11 men killed; 42 missing. Majestic, 2 killed and 47 missing (believed to be dead). — [950, 766, 1099, 961]
received-time: (Rec. June 1, 0.35 a.m.) — [828, 1474, 910, 1485]
subheading: ALLIES' PLAN OF CAMPAIGN — [727, 432, 872, 444]
subheading: ENEMY SEVERELY HANDLED IN GALICIA — [814, 999, 925, 1022]
headline: ENVER PASHA AND THE YOUNG TURKS — [692, 367, 907, 383]
dateline: Amsterdam, May 30. — [1022, 1103, 1099, 1114]
headline: ANOTHER ATTACK ON GABA TEPE — [690, 323, 909, 339]
subheading: ENVER BEY ON PEACE PROSPECTS. — [700, 641, 899, 654]
subheading: GERMAN REICHSTAG ADJOURNS. — [964, 1077, 1085, 1102]
column-3 — [400, 36, 655, 1657]
article-text: The German Press is anxious as to how Italy's intervention will affect the situation in the Balkans, and declare that it will be necessary for their diplomats to "sit tight" and impress the Balkan States, especially Rumania, with the significance of the Austro-German successes in Galicia. They angrily say that there must be no repetition of Von Buelow's failure at Rome. "Italy should have been kicked out of the Alliance long ago."—"Times" and Sydney "Sun" services. — [405, 1374, 649, 1442]
subheading: THE NEW LABOUR MINISTER. — [37, 912, 130, 935]
subheading: GREAT RUSH TO THE COLOURS. — [437, 1189, 617, 1202]
